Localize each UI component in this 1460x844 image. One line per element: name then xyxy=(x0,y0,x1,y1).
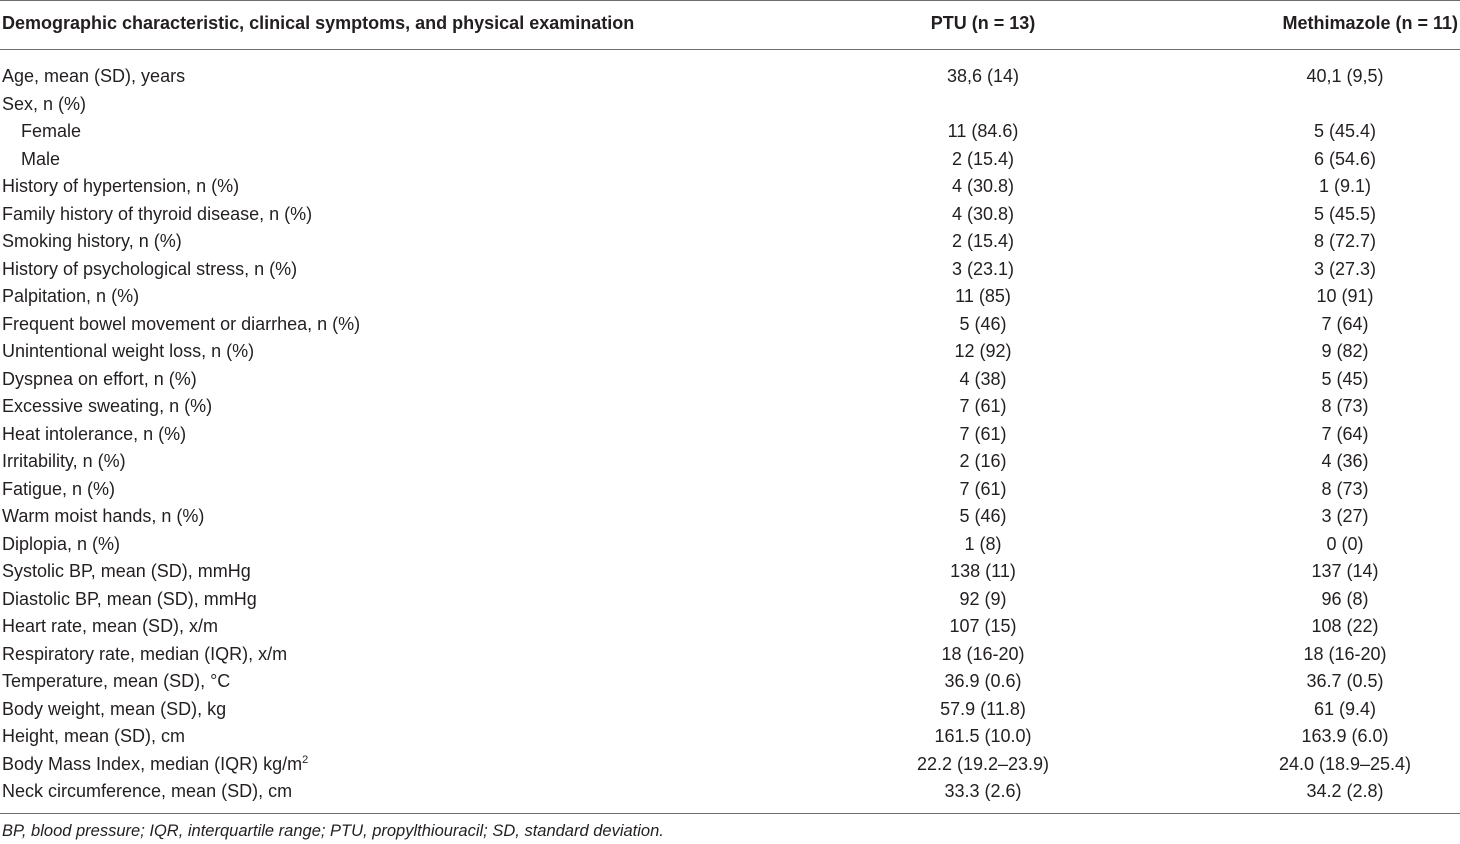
row-methimazole-value: 3 (27) xyxy=(1321,506,1369,526)
row-ptu-value: 57.9 (11.8) xyxy=(940,698,1026,719)
table-row xyxy=(0,531,1460,559)
row-label: Height, mean (SD), cm xyxy=(2,726,186,746)
row-label: Warm moist hands, n (%) xyxy=(2,506,205,526)
row-methimazole-value: 7 (64) xyxy=(1321,423,1369,444)
table-header-row xyxy=(0,13,1460,39)
row-methimazole-value: 137 (14) xyxy=(1311,561,1379,581)
row-methimazole-value: 40,1 (9,5) xyxy=(1306,66,1384,86)
table-row xyxy=(0,311,1460,339)
row-ptu-value: 2 (16) xyxy=(959,451,1007,471)
table-row xyxy=(0,778,1460,806)
header-methimazole: Methimazole (n = 11) xyxy=(1282,13,1458,33)
row-label: Systolic BP, mean (SD), mmHg xyxy=(2,561,251,581)
table-footnote: BP, blood pressure; IQR, interquartile range; PTU, propylthiouracil; SD, standard deviation. xyxy=(2,822,664,840)
table-row xyxy=(0,228,1460,256)
row-ptu-value: 5 (46) xyxy=(959,313,1007,334)
row-methimazole-value: 18 (16-20) xyxy=(1303,643,1387,664)
row-label: History of psychological stress, n (%) xyxy=(2,258,298,279)
row-label: Frequent bowel movement or diarrhea, n (%) xyxy=(2,313,361,334)
row-methimazole-value: 8 (73) xyxy=(1321,396,1369,416)
row-ptu-value: 36.9 (0.6) xyxy=(944,671,1022,691)
row-label: Family history of thyroid disease, n (%) xyxy=(2,203,313,224)
row-ptu-value: 138 (11) xyxy=(950,561,1016,581)
row-label: Respiratory rate, median (IQR), x/m xyxy=(2,643,288,664)
row-label: Male xyxy=(21,148,61,169)
row-methimazole-value: 61 (9.4) xyxy=(1313,698,1377,719)
row-ptu-value: 92 (9) xyxy=(959,588,1007,609)
row-ptu-value: 107 (15) xyxy=(949,616,1017,636)
table-top-rule xyxy=(0,0,1460,1)
table-row xyxy=(0,393,1460,421)
bmi-label-text: Body Mass Index, median (IQR) kg/m xyxy=(2,753,303,774)
table-body xyxy=(0,63,1460,806)
header-characteristic: Demographic characteristic, clinical symptoms, and physical examination xyxy=(2,13,635,33)
row-ptu-value: 161.5 (10.0) xyxy=(934,726,1032,746)
row-label: Neck circumference, mean (SD), cm xyxy=(2,781,293,801)
row-methimazole-value: 8 (73) xyxy=(1321,478,1369,499)
row-label: Excessive sweating, n (%) xyxy=(2,396,213,416)
table-row xyxy=(0,146,1460,174)
row-ptu-value: 1 (8) xyxy=(964,533,1002,554)
row-ptu-value: 18 (16-20) xyxy=(941,643,1025,664)
table-row xyxy=(0,63,1460,91)
row-ptu-value: 22.2 (19.2–23.9) xyxy=(916,753,1050,774)
table-row xyxy=(0,641,1460,669)
row-ptu-value: 7 (61) xyxy=(959,478,1007,499)
table-bottom-rule xyxy=(0,813,1460,814)
row-methimazole-value: 34.2 (2.8) xyxy=(1306,781,1384,801)
table-row xyxy=(0,421,1460,449)
row-methimazole-value: 5 (45.5) xyxy=(1313,203,1377,224)
table-row xyxy=(0,558,1460,586)
header-ptu: PTU (n = 13) xyxy=(930,13,1036,33)
row-ptu-value: 7 (61) xyxy=(959,396,1007,416)
row-ptu-value: 4 (30.8) xyxy=(951,203,1015,224)
row-label: Irritability, n (%) xyxy=(2,451,126,471)
table-row xyxy=(0,448,1460,476)
table-row xyxy=(0,283,1460,311)
row-ptu-value: 33.3 (2.6) xyxy=(944,781,1022,801)
row-label: Heart rate, mean (SD), x/m xyxy=(2,616,219,636)
row-label: Palpitation, n (%) xyxy=(2,286,140,306)
row-ptu-value: 2 (15.4) xyxy=(951,148,1015,169)
row-methimazole-value: 163.9 (6.0) xyxy=(1301,726,1389,746)
row-ptu-value: 4 (38) xyxy=(959,368,1007,389)
row-label: Diplopia, n (%) xyxy=(2,533,121,554)
row-methimazole-value: 96 (8) xyxy=(1321,588,1369,609)
row-ptu-value: 3 (23.1) xyxy=(951,258,1015,279)
table-row xyxy=(0,118,1460,146)
row-methimazole-value: 7 (64) xyxy=(1321,313,1369,334)
row-label: Female xyxy=(21,121,82,141)
table-row xyxy=(0,668,1460,696)
row-ptu-value: 4 (30.8) xyxy=(951,176,1015,196)
table-row xyxy=(0,751,1460,779)
row-methimazole-value: 6 (54.6) xyxy=(1313,148,1377,169)
table-row xyxy=(0,586,1460,614)
row-ptu-value: 11 (84.6) xyxy=(947,121,1019,141)
table-row xyxy=(0,256,1460,284)
row-methimazole-value: 36.7 (0.5) xyxy=(1306,671,1384,691)
row-ptu-value: 5 (46) xyxy=(959,506,1007,526)
row-label: Diastolic BP, mean (SD), mmHg xyxy=(2,588,257,609)
row-label: Sex, n (%) xyxy=(2,93,87,114)
table-row xyxy=(0,696,1460,724)
table-row xyxy=(0,503,1460,531)
row-methimazole-value: 8 (72.7) xyxy=(1313,231,1377,251)
table-row xyxy=(0,201,1460,229)
row-methimazole-value: 9 (82) xyxy=(1321,341,1369,361)
row-label xyxy=(2,751,308,779)
row-methimazole-value: 1 (9.1) xyxy=(1318,176,1372,196)
row-label: Heat intolerance, n (%) xyxy=(2,423,187,444)
row-methimazole-value: 108 (22) xyxy=(1311,616,1379,636)
row-label: Dyspnea on effort, n (%) xyxy=(2,368,197,389)
row-ptu-value: 11 (85) xyxy=(955,286,1011,306)
table-row xyxy=(0,338,1460,366)
row-methimazole-value: 5 (45.4) xyxy=(1313,121,1377,141)
row-methimazole-value: 24.0 (18.9–25.4) xyxy=(1278,753,1412,774)
table-header-rule xyxy=(0,49,1460,50)
table-row xyxy=(0,613,1460,641)
row-methimazole-value: 0 (0) xyxy=(1326,533,1364,554)
row-label: Temperature, mean (SD), °C xyxy=(2,671,231,691)
row-ptu-value: 12 (92) xyxy=(954,341,1012,361)
row-methimazole-value: 3 (27.3) xyxy=(1313,258,1377,279)
row-label: History of hypertension, n (%) xyxy=(2,176,240,196)
bmi-label-superscript: 2 xyxy=(302,753,309,766)
row-label: Fatigue, n (%) xyxy=(2,478,116,499)
row-methimazole-value: 4 (36) xyxy=(1321,451,1369,471)
table-row xyxy=(0,476,1460,504)
table-row xyxy=(0,91,1460,119)
row-methimazole-value: 10 (91) xyxy=(1316,286,1374,306)
row-ptu-value: 38,6 (14) xyxy=(946,66,1020,86)
row-label: Age, mean (SD), years xyxy=(2,66,186,86)
row-label: Body weight, mean (SD), kg xyxy=(2,698,227,719)
table-row xyxy=(0,723,1460,751)
row-ptu-value: 2 (15.4) xyxy=(951,231,1015,251)
table-row xyxy=(0,173,1460,201)
row-label: Unintentional weight loss, n (%) xyxy=(2,341,255,361)
row-methimazole-value: 5 (45) xyxy=(1321,368,1369,389)
row-ptu-value: 7 (61) xyxy=(959,423,1007,444)
table-row xyxy=(0,366,1460,394)
row-label: Smoking history, n (%) xyxy=(2,231,182,251)
